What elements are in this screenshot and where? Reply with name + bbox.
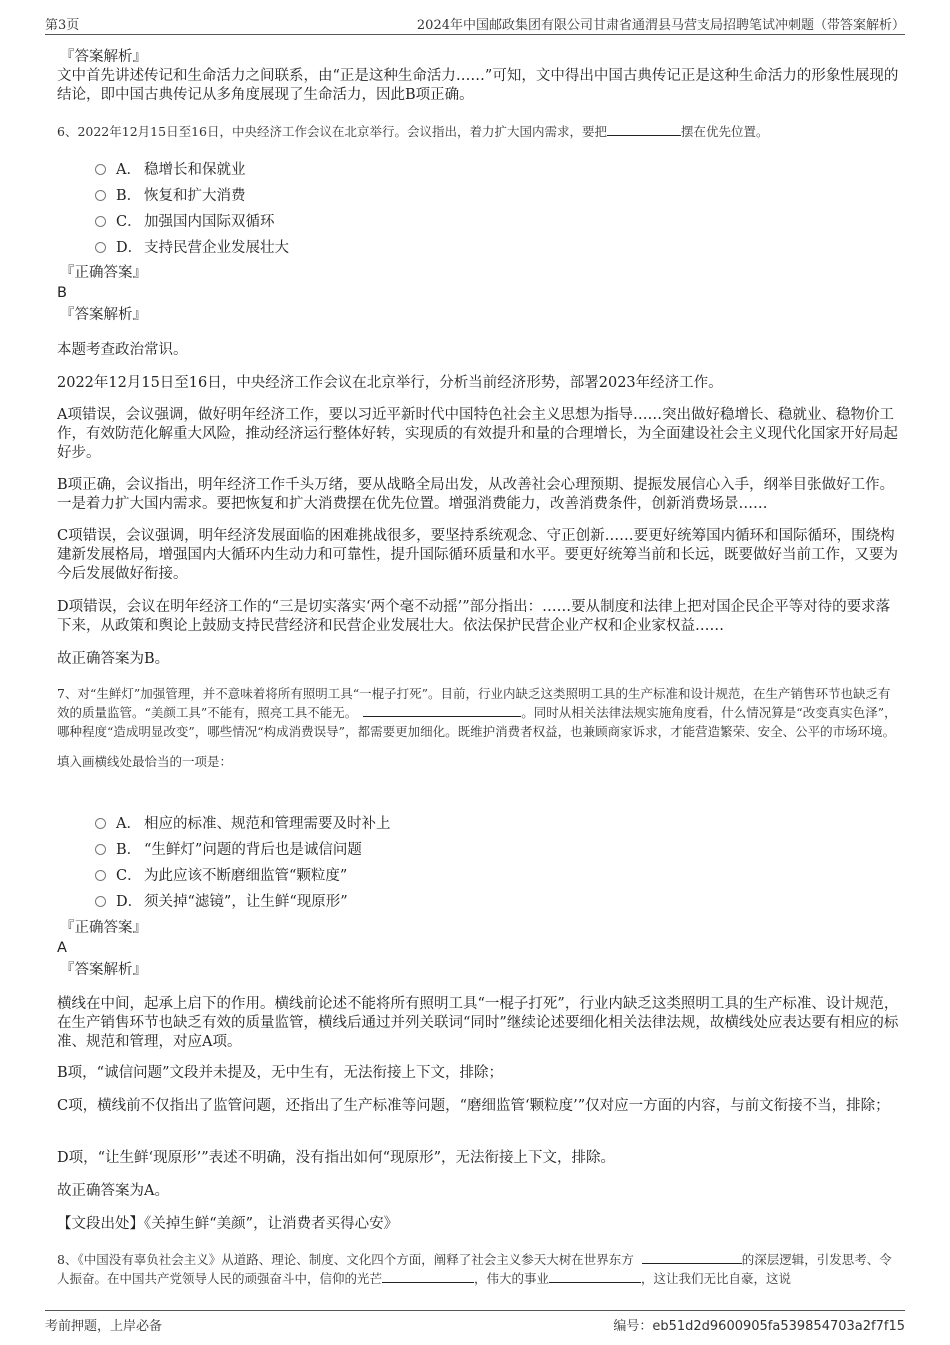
q6-analysis-tag: 『答案解析』 (60, 307, 147, 323)
prev-analysis-text: 文中首先讲述传记和生命活力之间联系，由“正是这种生命活力……”可知，文中得出中国古典传记正是这种生命活力的形象性展现的结论，即中国古典传记从多角度展现了生命活力，因此B项正确。 (57, 68, 899, 103)
q7-stem: 7、对“生鲜灯”加强管理，并不意味着将所有照明工具“一棍子打死”。目前，行业内缺乏这类照明工具的生产标准和设计规范，在生产销售环节也缺乏有效的质量监管。“美颜工具”不能有，照亮工具不能无。 。同时从相关法律法规实施角度看，什么情况算是“改变真实色泽”，哪种程度“造成明显改变”，哪些情况“构成消费误导”，都需要更加细化。既维护消费者权益，也兼顾商家诉求，才能营造繁荣、安全、公平的市场环境。 (57, 686, 897, 739)
q6-answer: B (57, 285, 67, 301)
footer-code: 编号：eb51d2d9600905fa539854703a2f7f15 (613, 1319, 905, 1334)
q6-para-4: B项正确，会议指出，明年经济工作千头万绪，要从战略全局出发，从改善社会心理预期、提振发展信心入手，纲举目张做好工作。一是着力扩大国内需求。要把恢复和扩大消费摆在优先位置。增强消费能力，改善消费条件，创新消费场景…… (57, 477, 895, 512)
page-header (45, 14, 905, 35)
footer-slogan: 考前押题，上岸必备 (45, 1319, 163, 1334)
q7-option-b[interactable]: B． “生鲜灯”问题的背后也是诚信问题 (95, 840, 362, 860)
radio-icon[interactable] (95, 896, 106, 907)
q6-correct-tag: 『正确答案』 (60, 265, 147, 281)
q8-stem: 8、《中国没有辜负社会主义》从道路、理论、制度、文化四个方面，阐释了社会主义参天大树在世界东方 的深层逻辑，引发思考、令人振奋。在中国共产党领导人民的顽强奋斗中，信仰的光芒 ，伟大的事业 ，这让我们无比自豪，这说 (57, 1252, 892, 1286)
radio-icon[interactable] (95, 818, 106, 829)
q7-conclusion: 故正确答案为A。 (57, 1183, 169, 1199)
q6-option-b[interactable]: B． 恢复和扩大消费 (95, 186, 246, 206)
q7-prompt: 填入画横线处最恰当的一项是： (57, 754, 233, 769)
q6-option-c[interactable]: C． 加强国内国际双循环 (95, 212, 275, 232)
q7-option-d[interactable]: D． 须关掉“滤镜”，让生鲜“现原形” (95, 892, 348, 912)
radio-icon[interactable] (95, 242, 106, 253)
q7-option-c[interactable]: C． 为此应该不断磨细监管“颗粒度” (95, 866, 347, 886)
q8-blank-2 (382, 1270, 474, 1283)
q6-stem: 6、2022年12月15日至16日，中央经济工作会议在北京举行。会议指出，着力扩大国内需求，要把 摆在优先位置。 (57, 124, 769, 139)
q6-option-a[interactable]: A． 稳增长和保就业 (95, 160, 246, 180)
page-number: 第3页 (45, 18, 80, 33)
page-footer (45, 1310, 905, 1333)
q6-para-1: 本题考查政治常识。 (57, 342, 188, 358)
q7-correct-tag: 『正确答案』 (60, 920, 147, 936)
q7-para-3: C项，横线前不仅指出了监管问题，还指出了生产标准等问题，“磨细监管‘颗粒度’”仅对应一方面的内容，与前文衔接不当，排除； (57, 1098, 890, 1114)
q7-para-1: 横线在中间，起承上启下的作用。横线前论述不能将所有照明工具“一棍子打死”，行业内缺乏这类照明工具的生产标准、设计规范，在生产销售环节也缺乏有效的质量监管，横线后通过并列关联词“同时”继续论述要细化相关法律法规，故横线处应表达要有相应的标准、规范和管理，对应A项。 (57, 996, 899, 1050)
q7-analysis-tag: 『答案解析』 (60, 962, 147, 978)
q6-conclusion: 故正确答案为B。 (57, 651, 170, 667)
q6-para-5: C项错误，会议强调，明年经济发展面临的困难挑战很多，要坚持系统观念、守正创新……要更好统筹国内循环和国际循环，围绕构建新发展格局，增强国内大循环内生动力和可靠性，提升国际循环质量和水平。要更好统筹当前和长远，既要做好当前工作，又要为今后发展做好衔接。 (57, 528, 898, 582)
q7-answer: A (57, 940, 67, 956)
q7-para-4: D项，“让生鲜‘现原形’”表述不明确，没有指出如何“现原形”，无法衔接上下文，排除。 (57, 1150, 615, 1166)
radio-icon[interactable] (95, 870, 106, 881)
q8-blank-3 (549, 1270, 641, 1283)
radio-icon[interactable] (95, 216, 106, 227)
q7-blank (363, 704, 521, 717)
q6-blank (607, 123, 681, 136)
q8-blank-1 (642, 1251, 742, 1264)
q6-para-3: A项错误，会议强调，做好明年经济工作，要以习近平新时代中国特色社会主义思想为指导……突出做好稳增长、稳就业、稳物价工作，有效防范化解重大风险，推动经济运行整体好转，实现质的有效提升和量的合理增长，为全面建设社会主义现代化国家开好局起好步。 (57, 407, 898, 461)
prev-analysis-tag: 『答案解析』 (60, 49, 147, 65)
q7-para-2: B项，“诚信问题”文段并未提及，无中生有，无法衔接上下文，排除； (57, 1065, 503, 1081)
radio-icon[interactable] (95, 190, 106, 201)
q7-source: 【文段出处】《关掉生鲜“美颜”，让消费者买得心安》 (57, 1216, 399, 1232)
document-title: 2024年中国邮政集团有限公司甘肃省通渭县马营支局招聘笔试冲刺题（带答案解析） (416, 18, 905, 33)
q6-para-2: 2022年12月15日至16日，中央经济工作会议在北京举行，分析当前经济形势，部署2023年经济工作。 (57, 375, 723, 391)
radio-icon[interactable] (95, 164, 106, 175)
q6-option-d[interactable]: D． 支持民营企业发展壮大 (95, 238, 289, 258)
q6-para-6: D项错误，会议在明年经济工作的“三是切实落实‘两个毫不动摇’”部分指出：……要从制度和法律上把对国企民企平等对待的要求落下来，从政策和舆论上鼓励支持民营经济和民营企业发展壮大。依法保护民营企业产权和企业家权益…… (57, 599, 891, 634)
q7-option-a[interactable]: A． 相应的标准、规范和管理需要及时补上 (95, 814, 391, 834)
radio-icon[interactable] (95, 844, 106, 855)
